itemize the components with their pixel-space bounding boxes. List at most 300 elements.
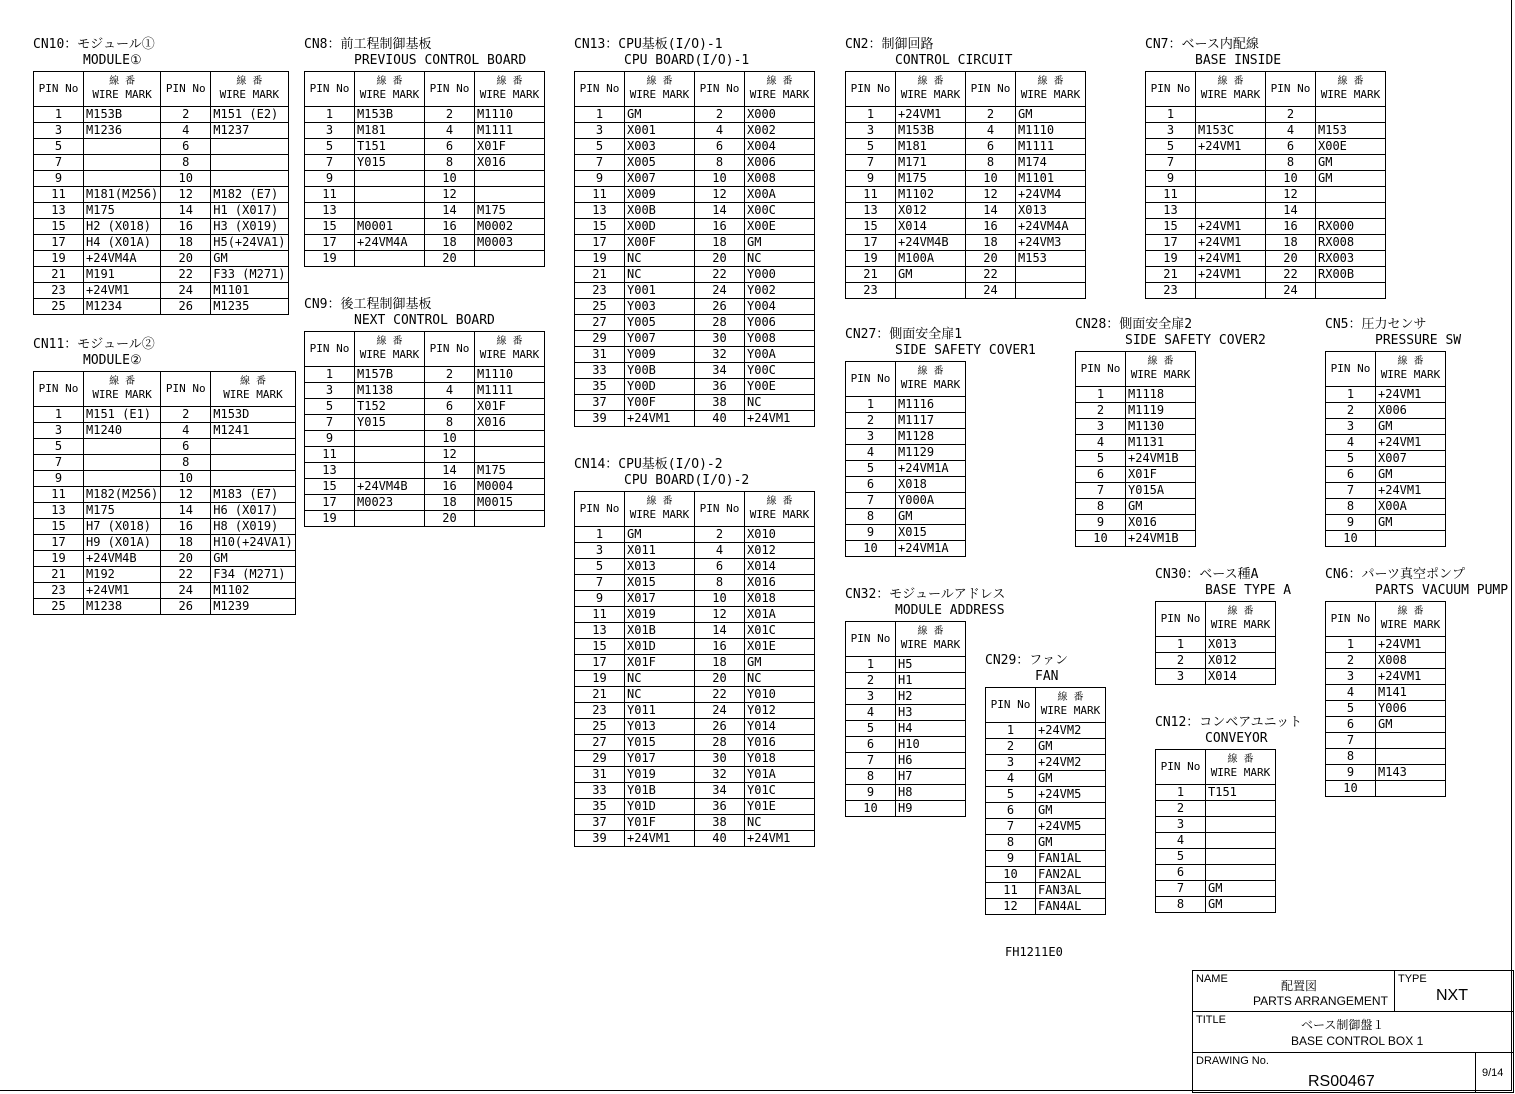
wire-mark-header-en: WIRE MARK bbox=[629, 508, 690, 521]
pin-number: 3 bbox=[305, 383, 355, 399]
pin-row bbox=[34, 139, 289, 155]
wire-mark: X015 bbox=[896, 525, 966, 541]
pin-number: 7 bbox=[846, 753, 896, 769]
pin-number: 26 bbox=[695, 299, 745, 315]
connector-title-jp: CN14：CPU基板(I/O)-2 bbox=[574, 457, 723, 472]
pin-row bbox=[575, 171, 815, 187]
pin-number: 10 bbox=[161, 171, 211, 187]
wire-mark: M182(M256) bbox=[84, 487, 161, 503]
pin-number: 1 bbox=[986, 723, 1036, 739]
pin-row bbox=[846, 509, 966, 525]
pin-row bbox=[986, 851, 1106, 867]
pin-number: 12 bbox=[161, 187, 211, 203]
wire-mark: X016 bbox=[1126, 515, 1196, 531]
pin-row bbox=[305, 219, 545, 235]
wire-mark: X01B bbox=[625, 623, 695, 639]
wire-mark: RX003 bbox=[1316, 251, 1386, 267]
wire-mark-header-jp: 線 番 bbox=[917, 366, 944, 377]
pin-number: 3 bbox=[1146, 123, 1196, 139]
drawing-code: FH1211E0 bbox=[1005, 945, 1063, 959]
wire-mark: +24VM1 bbox=[745, 411, 815, 427]
wire-mark-header-jp: 線 番 bbox=[109, 376, 136, 387]
wire-mark: X004 bbox=[745, 139, 815, 155]
wire-mark bbox=[211, 455, 295, 471]
pin-number: 4 bbox=[695, 543, 745, 559]
wire-mark: Y01B bbox=[625, 783, 695, 799]
connector-title-en: SIDE SAFETY COVER1 bbox=[895, 343, 1036, 358]
pin-number: 2 bbox=[1326, 403, 1376, 419]
connector-title-en: PARTS VACUUM PUMP bbox=[1375, 583, 1509, 598]
header-row bbox=[305, 332, 545, 367]
pin-number: 7 bbox=[1156, 881, 1206, 897]
pin-number: 4 bbox=[846, 705, 896, 721]
pin-row bbox=[575, 735, 815, 751]
connector-title-en: CONTROL CIRCUIT bbox=[895, 53, 1013, 68]
pin-number: 6 bbox=[1156, 865, 1206, 881]
wire-mark: X007 bbox=[625, 171, 695, 187]
pin-row bbox=[575, 623, 815, 639]
wire-mark bbox=[475, 447, 545, 463]
wire-mark bbox=[84, 139, 161, 155]
pin-row bbox=[575, 543, 815, 559]
pin-number: 12 bbox=[161, 487, 211, 503]
pin-header: PIN No bbox=[846, 72, 896, 107]
pin-row bbox=[846, 477, 966, 493]
pin-header: PIN No bbox=[34, 72, 84, 107]
wire-mark: X00F bbox=[625, 235, 695, 251]
header-row bbox=[1326, 352, 1446, 387]
connector-title-en: MODULE ADDRESS bbox=[895, 603, 1005, 618]
header-row bbox=[846, 622, 966, 657]
pin-number: 2 bbox=[1266, 107, 1316, 123]
pin-table bbox=[845, 361, 966, 557]
pin-row bbox=[575, 559, 815, 575]
pin-number: 25 bbox=[34, 599, 84, 615]
pin-row bbox=[1326, 403, 1446, 419]
pin-number: 4 bbox=[1266, 123, 1316, 139]
pin-header: PIN No bbox=[161, 72, 211, 107]
connector-title-jp: CN9：後工程制御基板 bbox=[304, 297, 432, 312]
wire-mark bbox=[475, 171, 545, 187]
pin-number: 20 bbox=[1266, 251, 1316, 267]
pin-number: 15 bbox=[34, 519, 84, 535]
wire-mark: M1111 bbox=[475, 123, 545, 139]
pin-row bbox=[1156, 849, 1276, 865]
pin-row bbox=[986, 739, 1106, 755]
wire-mark: H9 (X01A) bbox=[84, 535, 161, 551]
wire-mark bbox=[355, 187, 425, 203]
wire-mark-header-en: WIRE MARK bbox=[1320, 88, 1381, 101]
pin-header: PIN No bbox=[34, 372, 84, 407]
wire-mark-header bbox=[625, 492, 695, 527]
pin-header: PIN No bbox=[1326, 352, 1376, 387]
wire-mark: X016 bbox=[475, 415, 545, 431]
pin-number: 40 bbox=[695, 831, 745, 847]
wire-mark: M151 (E2) bbox=[211, 107, 288, 123]
pin-number: 5 bbox=[575, 139, 625, 155]
pin-row bbox=[34, 455, 296, 471]
wire-mark-header-jp: 線 番 bbox=[1057, 692, 1084, 703]
pin-row bbox=[846, 171, 1086, 187]
wire-mark: M143 bbox=[1376, 765, 1446, 781]
pin-row bbox=[575, 139, 815, 155]
wire-mark: +24VM1 bbox=[1196, 139, 1266, 155]
wire-mark bbox=[84, 471, 161, 487]
connector-title-jp: CN30：ベース種A bbox=[1155, 567, 1259, 582]
wire-mark: M1237 bbox=[211, 123, 288, 139]
wire-mark: X01A bbox=[745, 607, 815, 623]
wire-mark: Y015 bbox=[355, 155, 425, 171]
pin-row bbox=[575, 155, 815, 171]
wire-mark: Y017 bbox=[625, 751, 695, 767]
connector-title-en: MODULE① bbox=[83, 53, 142, 68]
pin-row bbox=[1326, 483, 1446, 499]
pin-number: 38 bbox=[695, 395, 745, 411]
pin-row bbox=[34, 171, 289, 187]
pin-number: 29 bbox=[575, 331, 625, 347]
pin-row bbox=[575, 815, 815, 831]
pin-number: 39 bbox=[575, 411, 625, 427]
pin-row bbox=[305, 495, 545, 511]
pin-header: PIN No bbox=[305, 72, 355, 107]
wire-mark: +24VM1 bbox=[1376, 669, 1446, 685]
pin-row bbox=[1326, 435, 1446, 451]
title-label: TITLE bbox=[1196, 1014, 1226, 1026]
pin-row bbox=[1146, 139, 1386, 155]
pin-row bbox=[846, 705, 966, 721]
pin-number: 6 bbox=[966, 139, 1016, 155]
pin-number: 6 bbox=[161, 439, 211, 455]
pin-row bbox=[986, 835, 1106, 851]
wire-mark: Y007 bbox=[625, 331, 695, 347]
pin-number: 1 bbox=[1156, 785, 1206, 801]
wire-mark: M1236 bbox=[84, 123, 161, 139]
pin-number: 21 bbox=[575, 687, 625, 703]
name-cell bbox=[1192, 970, 1395, 1012]
wire-mark: X01C bbox=[745, 623, 815, 639]
wire-mark: M1102 bbox=[211, 583, 295, 599]
pin-row bbox=[1146, 251, 1386, 267]
wire-mark: GM bbox=[211, 551, 295, 567]
pin-number: 2 bbox=[161, 107, 211, 123]
wire-mark bbox=[211, 155, 288, 171]
wire-mark-header bbox=[211, 72, 288, 107]
pin-number: 31 bbox=[575, 767, 625, 783]
pin-row bbox=[575, 591, 815, 607]
pin-number: 11 bbox=[305, 187, 355, 203]
pin-row bbox=[575, 575, 815, 591]
pin-number: 1 bbox=[34, 407, 84, 423]
wire-mark bbox=[211, 171, 288, 187]
pin-row bbox=[34, 123, 289, 139]
pin-header: PIN No bbox=[425, 332, 475, 367]
wire-mark: X00B bbox=[625, 203, 695, 219]
pin-number: 21 bbox=[846, 267, 896, 283]
pin-number: 28 bbox=[695, 315, 745, 331]
wire-mark: Y018 bbox=[745, 751, 815, 767]
connector-cn29 bbox=[985, 653, 1106, 915]
pin-table bbox=[845, 71, 1086, 299]
pin-number: 7 bbox=[1326, 733, 1376, 749]
pin-number: 11 bbox=[305, 447, 355, 463]
pin-number: 4 bbox=[986, 771, 1036, 787]
connector-cn28 bbox=[1075, 317, 1266, 547]
pin-row bbox=[1146, 155, 1386, 171]
connector-cn11 bbox=[33, 337, 296, 615]
pin-number: 21 bbox=[1146, 267, 1196, 283]
pin-number: 7 bbox=[986, 819, 1036, 835]
pin-number: 13 bbox=[1146, 203, 1196, 219]
pin-row bbox=[34, 423, 296, 439]
wire-mark: Y01F bbox=[625, 815, 695, 831]
wire-mark: +24VM4A bbox=[355, 235, 425, 251]
connector-title-en: BASE TYPE A bbox=[1205, 583, 1292, 598]
pin-number: 19 bbox=[846, 251, 896, 267]
pin-number: 8 bbox=[966, 155, 1016, 171]
pin-row bbox=[1156, 801, 1276, 817]
pin-number: 9 bbox=[846, 525, 896, 541]
wire-mark: X013 bbox=[625, 559, 695, 575]
wire-mark: M153B bbox=[896, 123, 966, 139]
pin-number: 1 bbox=[305, 107, 355, 123]
wire-mark: H4 bbox=[896, 721, 966, 737]
pin-row bbox=[575, 299, 815, 315]
wire-mark: NC bbox=[745, 671, 815, 687]
wire-mark bbox=[355, 447, 425, 463]
pin-number: 20 bbox=[161, 551, 211, 567]
wire-mark-header-en: WIRE MARK bbox=[749, 88, 810, 101]
wire-mark: T152 bbox=[355, 399, 425, 415]
pin-row bbox=[986, 883, 1106, 899]
connector-title-en: CPU BOARD(I/O)-2 bbox=[624, 473, 750, 488]
wire-mark: +24VM1A bbox=[896, 541, 966, 557]
pin-number: 19 bbox=[1146, 251, 1196, 267]
pin-number: 15 bbox=[846, 219, 896, 235]
header-row bbox=[846, 72, 1086, 107]
wire-mark: +24VM1 bbox=[745, 831, 815, 847]
wire-mark: F34 (M271) bbox=[211, 567, 295, 583]
wire-mark-header-jp: 線 番 bbox=[236, 76, 263, 87]
wire-mark: X01D bbox=[625, 639, 695, 655]
pin-row bbox=[575, 639, 815, 655]
wire-mark: +24VM1 bbox=[1196, 267, 1266, 283]
wire-mark: X005 bbox=[625, 155, 695, 171]
wire-mark: H5(+24VA1) bbox=[211, 235, 288, 251]
pin-row bbox=[575, 687, 815, 703]
wire-mark bbox=[1016, 283, 1086, 299]
pin-row bbox=[305, 463, 545, 479]
pin-number: 4 bbox=[966, 123, 1016, 139]
wire-mark: X008 bbox=[1376, 653, 1446, 669]
wire-mark: X010 bbox=[745, 527, 815, 543]
wire-mark bbox=[1196, 107, 1266, 123]
wire-mark: X016 bbox=[745, 575, 815, 591]
name-label: NAME bbox=[1196, 973, 1228, 985]
wire-mark: RX00B bbox=[1316, 267, 1386, 283]
wire-mark bbox=[211, 139, 288, 155]
wire-mark: GM bbox=[1206, 881, 1276, 897]
wire-mark bbox=[355, 431, 425, 447]
wire-mark: M157B bbox=[355, 367, 425, 383]
wire-mark bbox=[1206, 849, 1276, 865]
pin-number: 5 bbox=[305, 399, 355, 415]
pin-row bbox=[575, 799, 815, 815]
wire-mark: Y003 bbox=[625, 299, 695, 315]
pin-row bbox=[846, 187, 1086, 203]
pin-number: 17 bbox=[34, 235, 84, 251]
wire-mark-header-en: WIRE MARK bbox=[1210, 618, 1271, 631]
pin-header: PIN No bbox=[1156, 602, 1206, 637]
pin-number: 26 bbox=[161, 599, 211, 615]
wire-mark: NC bbox=[745, 251, 815, 267]
pin-row bbox=[846, 525, 966, 541]
pin-table bbox=[574, 491, 815, 847]
wire-mark: M1240 bbox=[84, 423, 161, 439]
pin-number: 8 bbox=[1076, 499, 1126, 515]
pin-number: 5 bbox=[1076, 451, 1126, 467]
pin-number: 36 bbox=[695, 379, 745, 395]
pin-row bbox=[305, 367, 545, 383]
title-cell bbox=[1192, 1011, 1514, 1053]
wire-mark-header bbox=[1196, 72, 1266, 107]
wire-mark-header-jp: 線 番 bbox=[646, 76, 673, 87]
wire-mark: X01F bbox=[625, 655, 695, 671]
wire-mark bbox=[1376, 781, 1446, 797]
wire-mark: GM bbox=[1036, 803, 1106, 819]
pin-number: 18 bbox=[425, 235, 475, 251]
connector-cn12 bbox=[1155, 715, 1302, 913]
wire-mark: GM bbox=[625, 527, 695, 543]
pin-table bbox=[1155, 749, 1276, 913]
pin-row bbox=[575, 703, 815, 719]
pin-number: 24 bbox=[695, 283, 745, 299]
pin-row bbox=[1156, 669, 1276, 685]
pin-row bbox=[34, 407, 296, 423]
wire-mark: Y006 bbox=[745, 315, 815, 331]
pin-row bbox=[305, 383, 545, 399]
wire-mark bbox=[211, 439, 295, 455]
pin-row bbox=[34, 107, 289, 123]
wire-mark-header-jp: 線 番 bbox=[1337, 76, 1364, 87]
pin-row bbox=[34, 535, 296, 551]
pin-number: 24 bbox=[966, 283, 1016, 299]
pin-row bbox=[34, 251, 289, 267]
pin-row bbox=[1326, 515, 1446, 531]
wire-mark bbox=[355, 511, 425, 527]
pin-table bbox=[33, 371, 296, 615]
pin-row bbox=[846, 139, 1086, 155]
pin-number: 7 bbox=[305, 155, 355, 171]
pin-table bbox=[574, 71, 815, 427]
pin-row bbox=[1156, 897, 1276, 913]
wire-mark: GM bbox=[745, 655, 815, 671]
pin-row bbox=[1326, 685, 1446, 701]
wire-mark: M1111 bbox=[475, 383, 545, 399]
wire-mark-header bbox=[896, 622, 966, 657]
pin-number: 12 bbox=[695, 187, 745, 203]
pin-number: 10 bbox=[986, 867, 1036, 883]
pin-number: 17 bbox=[305, 235, 355, 251]
pin-header: PIN No bbox=[1156, 750, 1206, 785]
wire-mark bbox=[1376, 733, 1446, 749]
pin-number: 8 bbox=[161, 155, 211, 171]
pin-row bbox=[846, 397, 966, 413]
pin-row bbox=[34, 487, 296, 503]
wire-mark: +24VM2 bbox=[1036, 723, 1106, 739]
pin-row bbox=[846, 689, 966, 705]
pin-number: 6 bbox=[161, 139, 211, 155]
pin-row bbox=[305, 251, 545, 267]
wire-mark: M1128 bbox=[896, 429, 966, 445]
pin-row bbox=[34, 519, 296, 535]
pin-row bbox=[34, 219, 289, 235]
wire-mark: Y002 bbox=[745, 283, 815, 299]
pin-number: 35 bbox=[575, 379, 625, 395]
wire-mark-header-jp: 線 番 bbox=[1227, 754, 1254, 765]
pin-header: PIN No bbox=[695, 72, 745, 107]
wire-mark: FAN2AL bbox=[1036, 867, 1106, 883]
pin-number: 3 bbox=[34, 423, 84, 439]
wire-mark-header bbox=[625, 72, 695, 107]
pin-number: 8 bbox=[695, 155, 745, 171]
pin-number: 1 bbox=[1156, 637, 1206, 653]
pin-number: 2 bbox=[425, 107, 475, 123]
pin-number: 27 bbox=[575, 735, 625, 751]
wire-mark-header-jp: 線 番 bbox=[376, 336, 403, 347]
wire-mark: +24VM1 bbox=[625, 411, 695, 427]
wire-mark: H8 bbox=[896, 785, 966, 801]
wire-mark: GM bbox=[1206, 897, 1276, 913]
pin-number: 18 bbox=[695, 235, 745, 251]
pin-row bbox=[1146, 267, 1386, 283]
wire-mark: X00E bbox=[745, 219, 815, 235]
pin-number: 15 bbox=[1146, 219, 1196, 235]
pin-number: 2 bbox=[161, 407, 211, 423]
wire-mark: X00A bbox=[1376, 499, 1446, 515]
pin-number: 1 bbox=[575, 527, 625, 543]
pin-number: 1 bbox=[575, 107, 625, 123]
pin-number: 2 bbox=[1326, 653, 1376, 669]
header-row bbox=[1076, 352, 1196, 387]
pin-row bbox=[986, 819, 1106, 835]
connector-title-jp: CN2：制御回路 bbox=[845, 37, 934, 52]
pin-number: 17 bbox=[575, 235, 625, 251]
pin-number: 9 bbox=[846, 171, 896, 187]
wire-mark: Y014 bbox=[745, 719, 815, 735]
wire-mark-header bbox=[355, 332, 425, 367]
wire-mark bbox=[355, 463, 425, 479]
wire-mark bbox=[1316, 203, 1386, 219]
wire-mark: +24VM1 bbox=[84, 583, 161, 599]
wire-mark: M1234 bbox=[84, 299, 161, 315]
pin-row bbox=[1076, 483, 1196, 499]
pin-number: 31 bbox=[575, 347, 625, 363]
pin-number: 11 bbox=[34, 187, 84, 203]
pin-row bbox=[1326, 701, 1446, 717]
pin-number: 7 bbox=[575, 155, 625, 171]
pin-row bbox=[1146, 219, 1386, 235]
wire-mark: X001 bbox=[625, 123, 695, 139]
pin-row bbox=[575, 655, 815, 671]
pin-row bbox=[575, 315, 815, 331]
pin-row bbox=[986, 803, 1106, 819]
pin-row bbox=[1326, 637, 1446, 653]
pin-row bbox=[986, 787, 1106, 803]
wire-mark bbox=[1316, 187, 1386, 203]
pin-row bbox=[34, 187, 289, 203]
wire-mark: H1 (X017) bbox=[211, 203, 288, 219]
pin-number: 2 bbox=[846, 673, 896, 689]
